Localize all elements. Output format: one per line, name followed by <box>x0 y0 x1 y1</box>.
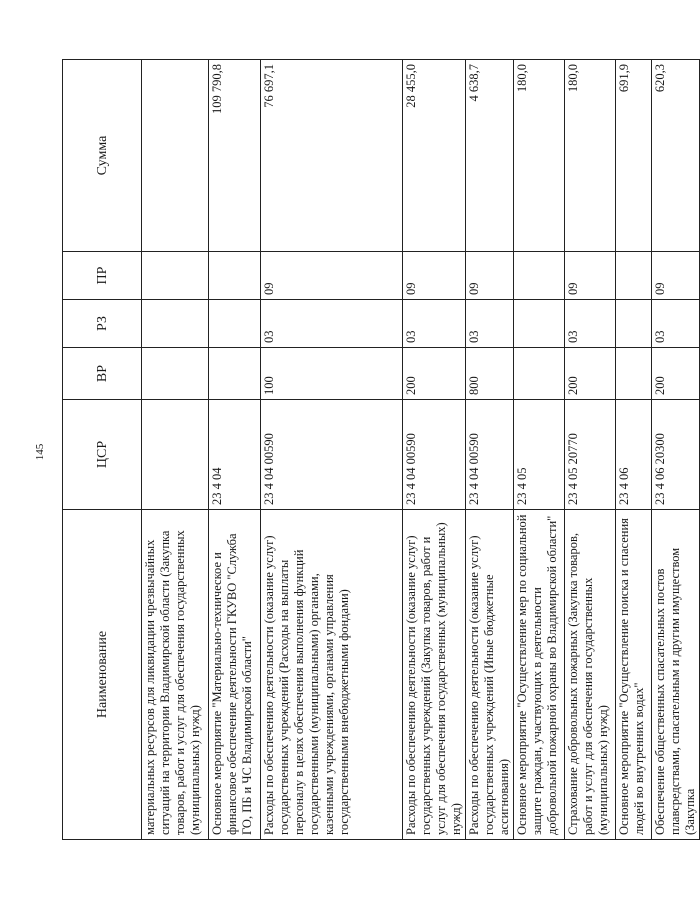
cell-sum: 109 790,8 <box>209 60 261 252</box>
cell-pr <box>616 252 652 300</box>
cell-csr: 23 4 06 20300 <box>652 400 700 510</box>
cell-pr <box>209 252 261 300</box>
cell-vr <box>142 348 209 400</box>
header-pr: ПР <box>63 252 142 300</box>
table-header-row <box>63 60 142 840</box>
table-row <box>616 60 652 840</box>
cell-csr: 23 4 04 00590 <box>261 400 403 510</box>
cell-csr: 23 4 04 <box>209 400 261 510</box>
cell-name: Основное мероприятие "Осуществление мер по социальной защите граждан, участвующих в деятельности добровольной пожарной охраны во Владимирской области" <box>514 510 565 840</box>
cell-pr: 09 <box>403 252 466 300</box>
cell-csr <box>142 400 209 510</box>
cell-pr: 09 <box>565 252 616 300</box>
table-row <box>209 60 261 840</box>
cell-vr <box>616 348 652 400</box>
cell-pr: 09 <box>261 252 403 300</box>
cell-csr: 23 4 04 00590 <box>466 400 514 510</box>
header-csr: ЦСР <box>63 400 142 510</box>
table-row <box>565 60 616 840</box>
cell-pr: 09 <box>652 252 700 300</box>
table-row <box>652 60 700 840</box>
header-name: Наименование <box>63 510 142 840</box>
cell-sum: 28 455,0 <box>403 60 466 252</box>
cell-name: Основное мероприятие "Осуществление поиска и спасения людей во внутренних водах" <box>616 510 652 840</box>
cell-name: Основное мероприятие "Материально-техническое и финансовое обеспечение деятельности ГКУВО "Служба ГО, ПБ и ЧС Владимирской области" <box>209 510 261 840</box>
cell-sum: 76 697,1 <box>261 60 403 252</box>
cell-vr <box>209 348 261 400</box>
cell-rz: 03 <box>403 300 466 348</box>
cell-vr: 800 <box>466 348 514 400</box>
cell-name: Расходы по обеспечению деятельности (оказание услуг) государственных учреждений (Расходы на выплаты персоналу в целях обеспечения выполнения функций государственными (муниципальными) органами, казенными учреждениями, органами управления государственными внебюджетными фондами) <box>261 510 403 840</box>
cell-sum: 180,0 <box>565 60 616 252</box>
cell-name: материальных ресурсов для ликвидации чрезвычайных ситуаций на территории Владимирской области (Закупка товаров, работ и услуг для обеспечения государственных (муниципальных) нужд) <box>142 510 209 840</box>
cell-pr: 09 <box>466 252 514 300</box>
page-number: 145 <box>34 443 46 461</box>
cell-vr: 100 <box>261 348 403 400</box>
cell-sum <box>142 60 209 252</box>
table-row <box>403 60 466 840</box>
table-row <box>261 60 403 840</box>
cell-rz <box>616 300 652 348</box>
cell-rz: 03 <box>466 300 514 348</box>
cell-pr <box>142 252 209 300</box>
table-row <box>142 60 209 840</box>
table-row <box>514 60 565 840</box>
cell-sum: 620,3 <box>652 60 700 252</box>
cell-csr: 23 4 05 20770 <box>565 400 616 510</box>
rotated-table-container <box>62 60 697 840</box>
cell-rz <box>209 300 261 348</box>
cell-rz: 03 <box>652 300 700 348</box>
cell-rz <box>514 300 565 348</box>
cell-csr: 23 4 06 <box>616 400 652 510</box>
cell-rz: 03 <box>565 300 616 348</box>
cell-vr <box>514 348 565 400</box>
cell-rz <box>142 300 209 348</box>
cell-pr <box>514 252 565 300</box>
cell-csr: 23 4 04 00590 <box>403 400 466 510</box>
header-rz: РЗ <box>63 300 142 348</box>
cell-name: Обеспечение общественных спасательных постов плавсредствами, спасательным и другим имуществом (Закупка <box>652 510 700 840</box>
cell-name: Расходы по обеспечению деятельности (оказание услуг) государственных учреждений (Иные бюджетные ассигнования) <box>466 510 514 840</box>
table-row <box>466 60 514 840</box>
cell-rz: 03 <box>261 300 403 348</box>
header-vr: ВР <box>63 348 142 400</box>
cell-name: Расходы по обеспечению деятельности (оказание услуг) государственных учреждений (Закупка товаров, работ и услуг для обеспечения государственных (муниципальных) нужд) <box>403 510 466 840</box>
cell-vr: 200 <box>652 348 700 400</box>
header-sum: Сумма <box>63 60 142 252</box>
cell-sum: 691,9 <box>616 60 652 252</box>
cell-sum: 180,0 <box>514 60 565 252</box>
cell-name: Страхование добровольных пожарных (Закупка товаров, работ и услуг для обеспечения государственных (муниципальных) нужд) <box>565 510 616 840</box>
cell-sum: 4 638,7 <box>466 60 514 252</box>
cell-vr: 200 <box>403 348 466 400</box>
budget-table <box>62 59 700 840</box>
cell-csr: 23 4 05 <box>514 400 565 510</box>
cell-vr: 200 <box>565 348 616 400</box>
